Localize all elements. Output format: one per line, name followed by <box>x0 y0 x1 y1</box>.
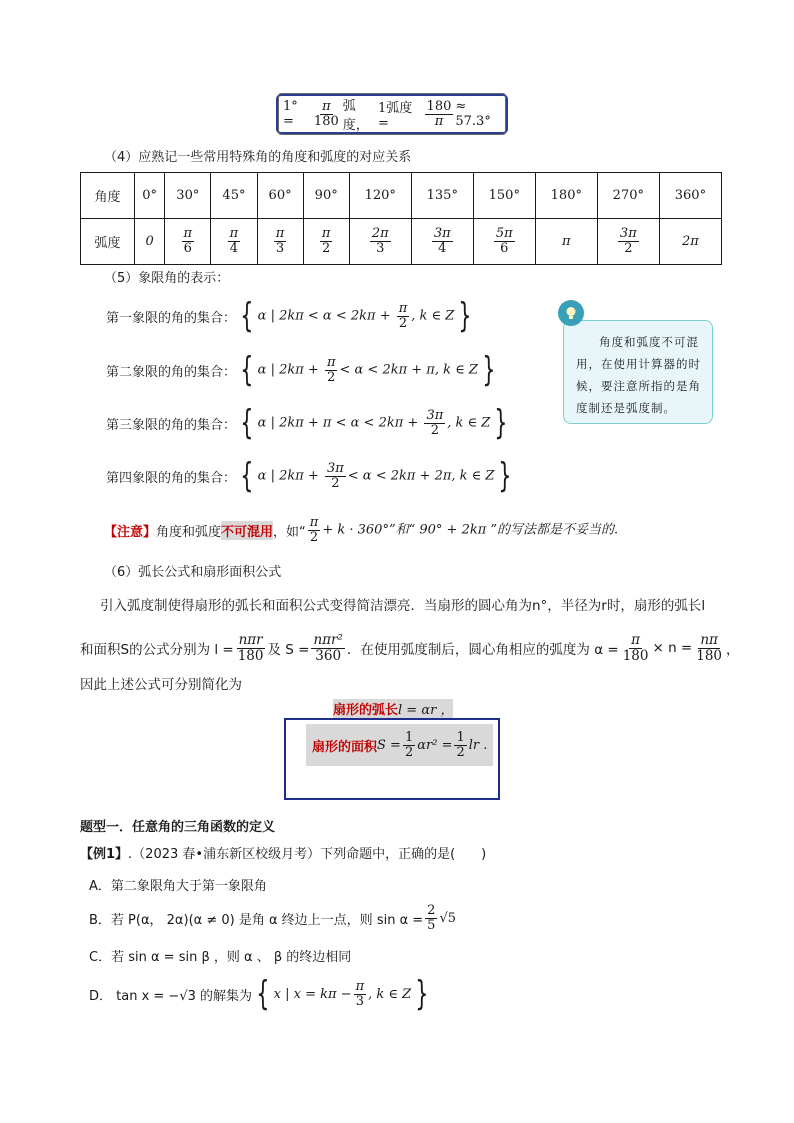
degree-cell: 180° <box>535 173 597 219</box>
approx-value: ≈ 57.3° <box>455 99 491 129</box>
note-head: 【注意】 <box>104 524 157 540</box>
quadrant4-set: { α | 2kπ + $\frac{3\pi}{2}$ < α < 2kπ + 2π, k ∈ Z } <box>240 456 512 496</box>
note-text-2: ，如“ <box>273 524 306 540</box>
sector-area-label: 扇形的面积 <box>312 739 378 755</box>
degree-cell: 45° <box>211 173 257 219</box>
quadrant1-set: { α | 2kπ < α < 2kπ + $\frac{\pi}{2}$ , k ∈ Z } <box>240 296 472 336</box>
degree-cell: 0° <box>135 173 165 219</box>
angle-radian-table <box>80 172 722 265</box>
quadrant2-row <box>106 352 500 388</box>
degree-row-label: 角度 <box>81 173 135 219</box>
degree-row <box>81 173 722 219</box>
quadrant3-set: { α | 2kπ + π < α < 2kπ + $\frac{3\pi}{2}$ , k ∈ Z } <box>240 403 508 443</box>
option-c: C．若 sin α = sin β ，则 α 、 β 的终边相同 <box>89 950 352 965</box>
section6-paragraph-2: 和面积S的公式分别为 l = $\frac{\text{nπr}}{180}$ 及 S = $\frac{\text{nπr²}}{360}$ ．在使用弧度制后，圆心角相应的弧度为 α = $\frac{\pi}{180}$ × n = $\frac{n\pi}{180}$ ， <box>80 632 740 664</box>
degree-cell: 150° <box>473 173 535 219</box>
radian-row <box>81 219 722 265</box>
quadrant1-row <box>106 298 476 334</box>
example1-tag: 【例1】 <box>80 847 129 862</box>
note-text: 角度和弧度 <box>156 524 222 540</box>
radian-row-label: 弧度 <box>81 219 135 265</box>
conversion-formula-box <box>276 94 508 134</box>
radian-unit: 弧度， <box>342 99 369 133</box>
type1-heading: 题型一．任意角的三角函数的定义 <box>80 820 276 835</box>
section6-paragraph-3: 因此上述公式可分别简化为 <box>80 677 242 693</box>
quadrant2-set: { α | 2kπ + $\frac{\pi}{2}$ < α < 2kπ + π, k ∈ Z } <box>240 350 496 390</box>
option-b: B．若 P(α， 2α)(α ≠ 0) 是角 α 终边上一点，则 sin α = $\frac{2}{5}$ √5 <box>89 902 457 933</box>
degree-cell: 30° <box>165 173 211 219</box>
conversion-formula <box>278 93 506 135</box>
radian-cell: $\frac{3\pi}{2}$ <box>597 219 659 265</box>
note-line <box>104 514 618 546</box>
degree-cell: 120° <box>349 173 411 219</box>
radian-cell: 0 <box>135 219 165 265</box>
option-a: A．第二象限角大于第一象限角 <box>89 879 267 894</box>
quadrant2-label: 第二象限的角的集合： <box>106 364 237 380</box>
option-d: D． tan x = −√3 的解集为 { x | x = kπ − $\frac{\pi}{3}$ , k ∈ Z } <box>89 974 429 1014</box>
note-highlight: 不可混用 <box>221 521 273 540</box>
180-over-pi: $\frac{180}{\pi}$ <box>426 98 452 129</box>
example1-stem-line <box>80 843 486 862</box>
radian-cell: $\frac{2\pi}{3}$ <box>349 219 411 265</box>
section5-heading: （5）象限角的表示： <box>104 271 230 286</box>
section4-heading: （4）应熟记一些常用特殊角的角度和弧度的对应关系 <box>104 150 412 165</box>
radian-cell: $\frac{3\pi}{4}$ <box>411 219 473 265</box>
note-formula: $\frac{\pi}{2}$ + k · 360°”和“ 90° + 2kπ ”的写法都是不妥当的. <box>309 514 619 545</box>
quadrant3-row <box>106 405 512 441</box>
degree-cell: 90° <box>303 173 349 219</box>
arc-length-label: 扇形的弧长 <box>333 699 398 718</box>
one-degree-label: 1° = <box>283 99 298 129</box>
section6-paragraph-1: 引入弧度制使得扇形的弧长和面积公式变得简洁漂亮．当扇形的圆心角为n°，半径为r时，扇形的弧长l <box>100 598 706 614</box>
arc-length-formula <box>333 697 453 719</box>
arc-length-expression: l = αr ， <box>398 699 453 718</box>
pi-over-180: $\frac{\pi}{180}$ <box>313 98 339 129</box>
degree-cell: 360° <box>659 173 721 219</box>
one-radian-label: 1弧度 = <box>378 101 413 131</box>
sector-area-expression: S = $\frac{1}{2}$ αr² = $\frac{1}{2}$ lr . <box>377 729 488 760</box>
degree-cell: 60° <box>257 173 303 219</box>
quadrant4-row <box>106 458 516 494</box>
quadrant1-label: 第一象限的角的集合： <box>106 310 237 326</box>
radian-cell: $\frac{\pi}{6}$ <box>165 219 211 265</box>
section6-heading: （6）弧长公式和扇形面积公式 <box>104 565 282 580</box>
quadrant3-label: 第三象限的角的集合： <box>106 417 237 433</box>
radian-cell: $\frac{\pi}{2}$ <box>303 219 349 265</box>
sector-area-formula <box>306 724 493 766</box>
radian-cell: $\frac{\pi}{4}$ <box>211 219 257 265</box>
quadrant4-label: 第四象限的角的集合： <box>106 470 237 486</box>
degree-cell: 270° <box>597 173 659 219</box>
radian-cell: 2π <box>659 219 721 265</box>
degree-cell: 135° <box>411 173 473 219</box>
radian-cell: $\frac{5\pi}{6}$ <box>473 219 535 265</box>
lightbulb-icon <box>558 300 584 326</box>
radian-cell: $\frac{\pi}{3}$ <box>257 219 303 265</box>
example1-stem: .（2023 春•浦东新区校级月考）下列命题中，正确的是( ) <box>128 847 487 862</box>
tip-text: 角度和弧度不可混用，在使用计算器的时候，要注意所指的是角度制还是弧度制。 <box>576 335 701 415</box>
radian-cell: π <box>535 219 597 265</box>
